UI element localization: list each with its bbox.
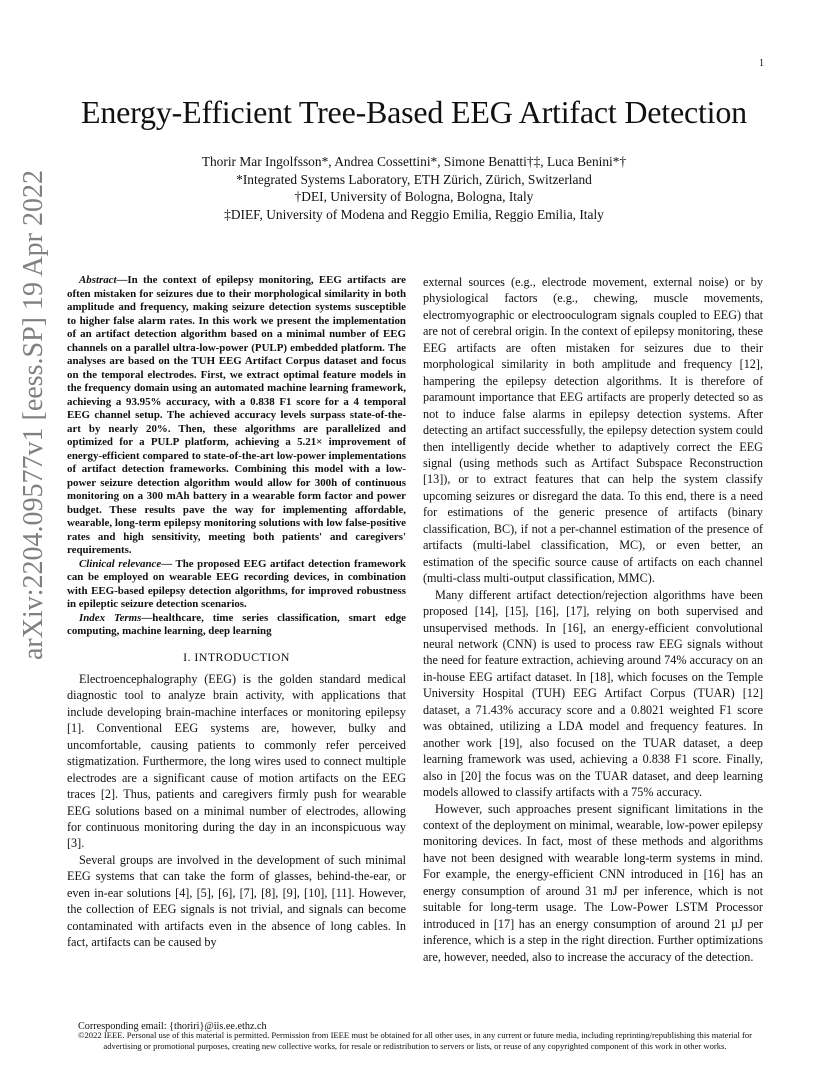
right-column [423,274,763,965]
index-terms-paragraph [67,612,406,639]
clinical-relevance-paragraph [67,558,406,612]
abstract-label: Abstract [79,274,117,286]
intro-paragraph: external sources (e.g., electrode movement, external noise) or by physiological factors (e.g., chewing, muscle movements, electromyographic or electrooculogram signals coupled to EEG) that are not of cerebral origin. In the context of epilepsy monitoring, these EEG artifacts are often mistaken for seizures due to their morphological similarity in both amplitude and frequency [12], hampering the epilepsy detection algorithms. It is therefore of paramount importance that EEG artifacts are properly detected so as not to induce false alarms in epilepsy detection systems. After detecting an artifact successfully, the epilepsy detection system could then intelligently decide whether to adaptively correct the EEG signal (using methods such as Artifact Subspace Reconstruction [13]), or to extract features that can help the system classify upcoming seizures or disregard the data. To this end, there is a need for estimations of the generic presence of artifacts (binary classification, BC), if not a per-channel estimation of the presence of artifacts (multi-label classification, MC), or even better, an estimation of the specific source cause of artifacts on each channel (multi-class multi-output classification, MMC). [423,275,763,586]
left-column [67,274,406,951]
abstract-text: —In the context of epilepsy monitoring, EEG artifacts are often mistaken for seizures due to their morphological similarity in both amplitude and frequency, making seizure detection systems susceptible to higher false alarm rates. In this work we present the implementation of an artifact detection algorithm based on a minimal number of EEG channels on a parallel ultra-low-power (PULP) embedded platform. The analyses are based on the TUH EEG Artifact Corpus dataset and focus on the temporal electrodes. First, we extract optimal feature models in the frequency domain using an automated machine learning framework, achieving a 93.95% accuracy, with a 0.838 F1 score for a 4 temporal EEG channel setup. The achieved accuracy levels surpass state-of-the-art by nearly 20%. Then, these algorithms are parallelized and optimized for a PULP platform, achieving a 5.21× improvement of energy-efficient compared to state-of-the-art low-power implementations of artifact detection frameworks. Combining this model with a low-power seizure detection algorithm would allow for 300h of continuous monitoring on a 300 mAh battery in a wearable form factor and power budget. These results pave the way for implementing affordable, wearable, long-term epilepsy monitoring solutions with low false-positive rates and high sensitivity, meeting both patients' and caregivers' requirements. [67,274,406,556]
affiliation-3: ‡DIEF, University of Modena and Reggio Emilia, Reggio Emilia, Italy [224,206,604,222]
copyright-notice: ©2022 IEEE. Personal use of this material is permitted. Permission from IEEE must be obtained for all other uses, in any current or future media, including reprinting/republishing this material for advertising or promotional purposes, creating new collective works, for resale or redistribution to servers or lists, or reuse of any copyrighted component of this work in other works. [77,1030,753,1052]
index-terms-label: Index Terms [79,611,142,624]
section-heading-introduction: I. INTRODUCTION [183,649,290,664]
intro-paragraph: Electroencephalography (EEG) is the golden standard medical diagnostic tool to analyze brain activity, with applications that include developing brain-machine interfaces or monitoring epilepsy [1]. Conventional EEG systems are, however, bulky and uncomfortable, causing patients to commonly refer perceived stigmatization. Furthermore, the long wires used to connect multiple electrodes are a significant cause of motion artifacts on the EEG traces [2]. Thus, patients and caregivers firmly push for wearable EEG solutions based on a minimal number of electrodes, allowing for continuous monitoring during the day in an inconspicuous way [3]. [67,671,406,851]
page-number: 1 [759,58,764,69]
author-names: Thorir Mar Ingolfsson*, Andrea Cossettini*, Simone Benatti†‡, Luca Benini*† [201,154,627,169]
corresponding-email-footnote: Corresponding email: {thoriri}@iis.ee.ethz.ch [78,1021,267,1032]
author-block [0,153,828,223]
abstract [67,274,406,639]
arxiv-stamp[interactable]: arXiv:2204.09577v1 [eess.SP] 19 Apr 2022 [18,170,49,660]
abstract-paragraph [67,274,406,558]
index-terms-text: —healthcare, time series classification, smart edge computing, machine learning, deep learning [67,611,406,637]
intro-paragraph: However, such approaches present significant limitations in the context of the deployment on minimal, wearable, low-power epilepsy monitoring devices. In fact, most of these methods and algorithms have not been designed with wearable long-term systems in mind. For example, the energy-efficient CNN introduced in [16] has an energy consumption of around 31 mJ per inference, which is not suitable for long-term usage. The Low-Power LSTM Processor introduced in [17] has an energy consumption of around 21 µJ per inference, which is a step in the right direction. Further optimizations are, however, needed, also to increase the accuracy of the detection. [423,801,763,964]
affiliation-2: †DEI, University of Bologna, Bologna, Italy [294,189,534,204]
intro-paragraph: Many different artifact detection/rejection algorithms have been proposed [14], [15], [16], [17], relying on both supervised and unsupervised methods. In [16], an energy-efficient convolutional neural network (CNN) is used to process raw EEG signals without the need for feature extraction, achieving around 74% accuracy on an in-house EEG artifact dataset. In [18], which focuses on the Temple University Hospital (TUH) EEG Artifact Corpus (TUAR) [12] dataset, a 71.43% accuracy score and a 0.8021 weighted F1 score was obtained, utilizing a LDA model and frequency features. In another work [19], also focused on the TUAR dataset, a deep learning framework was used, achieving a 0.838 F1 score. Finally, also in [20] the focus was on the TUAR dataset, and deep learning models allowed to classify artifacts with a 75% accuracy. [423,587,763,800]
affiliation-1: *Integrated Systems Laboratory, ETH Zürich, Zürich, Switzerland [236,171,592,187]
clinical-relevance-label: Clinical relevance [79,557,162,570]
intro-paragraph: Several groups are involved in the development of such minimal EEG systems that can take the form of glasses, behind-the-ear, or even in-ear solutions [4], [5], [6], [7], [8], [9], [10], [11]. However, the collection of EEG signals is not trivial, and signals can become contaminated with artifacts even in the absence of long cables. In fact, artifacts can be caused by [67,852,406,950]
clinical-relevance-text: — The proposed EEG artifact detection framework can be employed on wearable EEG recording devices, in combination with EEG-based epilepsy detection algorithms, for improved robustness in epileptic seizure detection scenarios. [67,557,406,610]
paper-title: Energy-Efficient Tree-Based EEG Artifact Detection [81,94,747,130]
